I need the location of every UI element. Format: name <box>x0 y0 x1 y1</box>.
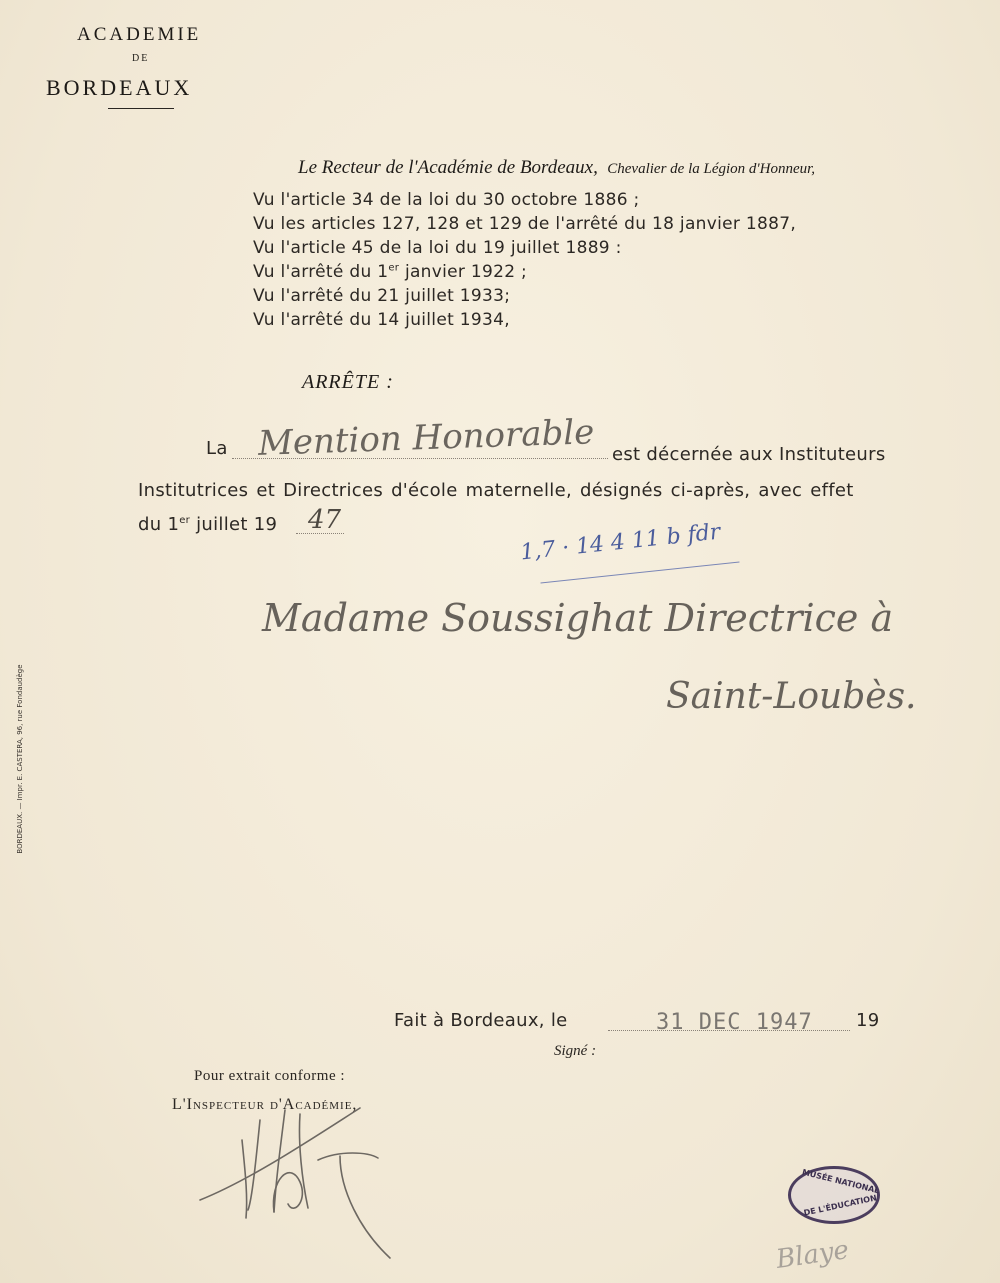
margin-note-underline <box>540 562 739 584</box>
vu-line-6: Vu l'arrêté du 14 juillet 1934, <box>253 310 510 330</box>
pour-extrait: Pour extrait conforme : <box>194 1068 346 1084</box>
body-decernee: est décernée aux Instituteurs <box>612 444 886 465</box>
vu-1922-text-b: janvier 1922 ; <box>399 262 528 282</box>
archive-note: Blaye <box>774 1235 851 1275</box>
du-text-b: juillet 19 <box>190 514 278 535</box>
stamp-top-text: MUSÉE NATIONAL <box>801 1167 881 1196</box>
header-academie: ACADEMIE <box>77 24 202 45</box>
inspecteur-title: L'Inspecteur d'Académie, <box>172 1096 358 1113</box>
du-text-a: du 1 <box>138 514 180 535</box>
printer-side-text: BORDEAUX. — Impr. E. CASTERA, 96, rue Fondaudège <box>16 664 24 854</box>
vu-line-5: Vu l'arrêté du 21 juillet 1933; <box>253 286 511 306</box>
header-de: DE <box>132 53 150 64</box>
arrete-heading: ARRÊTE : <box>302 371 394 393</box>
recteur-title: Le Recteur de l'Académie de Bordeaux, <box>298 157 598 178</box>
museum-stamp <box>788 1166 880 1224</box>
body-la: La <box>206 438 228 459</box>
recipient-name-line: Madame Soussighat Directrice à <box>262 596 894 640</box>
stamp-bottom-text: DE L'ÉDUCATION <box>802 1193 878 1218</box>
header-rule <box>108 108 174 109</box>
body-line-3 <box>138 514 277 535</box>
vu-line-3: Vu l'article 45 de la loi du 19 juillet 1889 : <box>253 238 622 258</box>
date-stamp: 31 DEC 1947 <box>656 1010 813 1035</box>
vu-1922-sup: er <box>388 262 400 274</box>
signe-label: Signé : <box>554 1043 597 1059</box>
date-nineteen: 19 <box>856 1010 880 1031</box>
vu-line-1: Vu l'article 34 de la loi du 30 octobre 1886 ; <box>253 190 640 210</box>
vu-line-2: Vu les articles 127, 128 et 129 de l'arrêté du 18 janvier 1887, <box>253 214 797 234</box>
signature <box>190 1100 410 1270</box>
recteur-line <box>298 157 815 179</box>
recipient-place-line: Saint-Loubès. <box>666 676 917 717</box>
chevalier-title: Chevalier de la Légion d'Honneur, <box>607 161 816 177</box>
vu-line-4 <box>253 262 527 282</box>
handwritten-mention: Mention Honorable <box>257 412 595 464</box>
body-line-2: Institutrices et Directrices d'école maternelle, désignés ci-après, avec effet <box>138 480 854 501</box>
header-bordeaux: BORDEAUX <box>46 75 193 100</box>
du-sup: er <box>179 515 191 526</box>
dotted-line-year <box>296 533 344 534</box>
margin-note-blue: 1,7 · 14 4 11 b fdr <box>519 519 722 566</box>
vu-1922-text-a: Vu l'arrêté du 1 <box>253 262 389 282</box>
handwritten-year: 47 <box>308 505 342 535</box>
fait-a-bordeaux: Fait à Bordeaux, le <box>394 1010 568 1031</box>
